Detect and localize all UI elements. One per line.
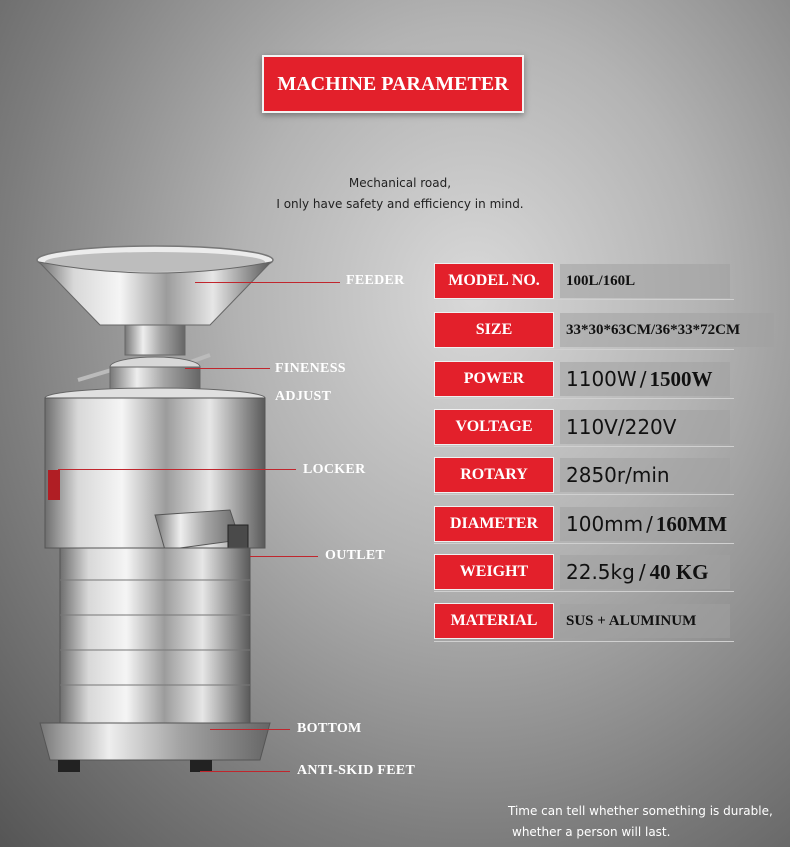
material-label: MATERIAL	[434, 603, 554, 639]
model-value: 100L/160L	[560, 264, 730, 298]
anti-skid-feet-label: ANTI-SKID FEET	[297, 763, 416, 778]
divider	[434, 446, 734, 447]
footer-line-2: whether a person will last.	[512, 825, 671, 839]
divider	[434, 543, 734, 544]
machine-parameter-banner	[262, 55, 524, 113]
feeder-neck	[125, 325, 185, 355]
weight-value-b: 40 KG	[649, 559, 709, 584]
divider	[434, 349, 734, 350]
divider	[434, 299, 734, 300]
power-value-a: 1100W	[566, 367, 637, 391]
material-value: SUS + ALUMINUM	[560, 604, 730, 638]
slogan-line-1: Mechanical road,	[348, 176, 452, 190]
bottom-leader-line	[210, 729, 290, 730]
voltage-label: VOLTAGE	[434, 409, 554, 445]
diameter-value	[560, 507, 730, 541]
foot-left	[58, 760, 80, 772]
diameter-value-b: 160MM	[655, 511, 728, 536]
param-row-power	[434, 361, 734, 397]
slogan-line-2: I only have safety and efficiency in mind.	[276, 197, 524, 211]
feeder-label: FEEDER	[346, 273, 405, 288]
power-value	[560, 362, 730, 396]
param-row-material	[434, 603, 734, 639]
param-row-diameter	[434, 506, 734, 542]
soybean-grinder-illustration	[30, 240, 280, 780]
outlet-leader-line	[250, 556, 318, 557]
banner-title: MACHINE PARAMETER	[277, 72, 509, 95]
param-row-voltage	[434, 409, 734, 445]
lower-body	[60, 548, 250, 723]
size-label: SIZE	[434, 312, 554, 348]
locker-label: LOCKER	[303, 462, 366, 477]
power-label: POWER	[434, 361, 554, 397]
weight-value-a: 22.5kg	[566, 560, 635, 584]
divider	[434, 398, 734, 399]
divider	[434, 641, 734, 642]
divider	[434, 494, 734, 495]
locker-leader-line	[58, 469, 296, 470]
adjust-label: ADJUST	[275, 389, 332, 404]
weight-separator: /	[638, 560, 646, 584]
weight-value	[560, 555, 730, 589]
rotary-label: ROTARY	[434, 457, 554, 493]
diameter-value-a: 100mm	[566, 512, 644, 536]
param-row-rotary	[434, 457, 734, 493]
fineness-label: FINENESS	[275, 361, 346, 376]
feeder-leader-line	[195, 282, 340, 283]
size-value: 33*30*63CM/36*33*72CM	[560, 313, 774, 347]
feet-leader-line	[200, 771, 290, 772]
rotary-value: 2850r/min	[560, 458, 730, 492]
power-value-b: 1500W	[649, 366, 713, 391]
weight-label: WEIGHT	[434, 554, 554, 590]
bottom-label: BOTTOM	[297, 721, 362, 736]
param-row-model	[434, 263, 734, 299]
param-row-weight	[434, 554, 734, 590]
param-row-size	[434, 312, 741, 348]
voltage-value: 110V/220V	[560, 410, 730, 444]
diameter-label: DIAMETER	[434, 506, 554, 542]
locker	[48, 470, 60, 500]
fineness-leader-line	[185, 368, 270, 369]
diameter-separator: /	[646, 512, 653, 536]
power-separator: /	[639, 367, 647, 391]
divider	[434, 591, 734, 592]
model-label: MODEL NO.	[434, 263, 554, 299]
outlet-label: OUTLET	[325, 548, 386, 563]
footer-line-1: Time can tell whether something is durable,	[508, 804, 773, 818]
